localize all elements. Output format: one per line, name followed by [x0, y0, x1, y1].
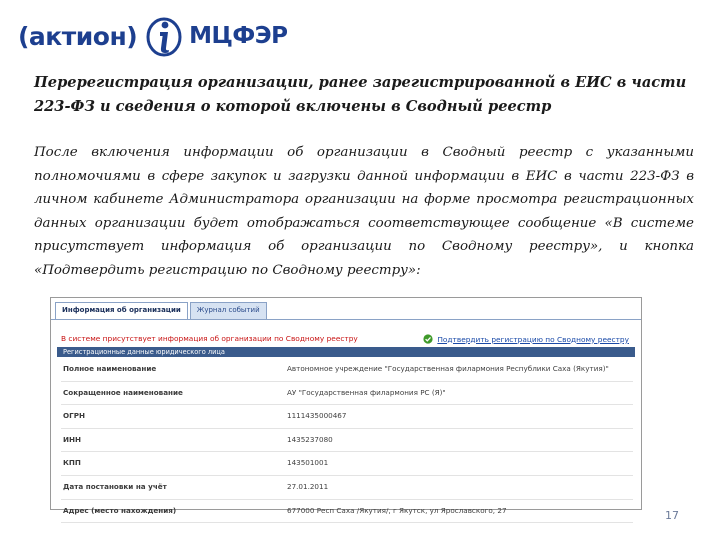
- field-label: Полное наименование: [63, 364, 157, 373]
- confirm-registration-link[interactable]: [423, 334, 629, 344]
- table-row: [61, 405, 633, 429]
- field-value: Автономное учреждение "Государственная филармония Республики Саха (Якутия)": [287, 364, 609, 373]
- registration-data-table: [61, 358, 633, 523]
- table-row: [61, 429, 633, 453]
- tab-event-log[interactable]: Журнал событий: [190, 302, 267, 319]
- table-row: [61, 382, 633, 406]
- mcfer-emblem-icon: [145, 15, 183, 57]
- field-value: 27.01.2011: [287, 481, 329, 491]
- logo-header: [18, 14, 287, 58]
- tab-divider: [51, 319, 641, 320]
- tab-bar: [55, 302, 269, 319]
- section-header: Регистрационные данные юридического лица: [57, 347, 635, 357]
- field-value: 677000 Респ Саха /Якутия/, г Якутск, ул Ярославского, 27: [287, 505, 507, 515]
- field-value: АУ "Государственная филармония РС (Я)": [287, 387, 446, 397]
- checkmark-icon: [423, 334, 433, 344]
- confirm-registration-label: Подтвердить регистрацию по Сводному реестру: [437, 334, 629, 344]
- registration-form-screenshot: [50, 297, 642, 515]
- aktion-logo: (актион): [18, 21, 138, 51]
- table-row: [61, 452, 633, 476]
- field-label: КПП: [63, 458, 81, 468]
- table-row: [61, 358, 633, 382]
- field-label: ИНН: [63, 434, 82, 444]
- tab-organization-info[interactable]: Информация об организации: [55, 302, 188, 319]
- slide-body-text: После включения информации об организации в Сводный реестр с указанными полномочиями в сфере закупок и загрузки данной информации в ЕИС в части 223-ФЗ в личном кабинете Администратора организации на форме просмотра регистрационных данных организации будет отображаться соответствующее сообщение «В системе присутствует информация об организации по Сводному реестру», и кнопка «Подтвердить регистрацию по Сводному реестру»:: [34, 145, 694, 278]
- field-label: ОГРН: [63, 411, 85, 421]
- table-row: [61, 500, 633, 524]
- field-value: 1111435000467: [287, 411, 347, 421]
- mcfer-logo: МЦФЭР: [189, 23, 288, 49]
- field-label: Адрес (место нахождения): [63, 505, 177, 515]
- page-number: 17: [665, 509, 679, 522]
- field-label: Дата постановки на учёт: [63, 481, 167, 491]
- table-row: [61, 476, 633, 500]
- registry-alert-message: В системе присутствует информация об организации по Сводному реестру: [61, 334, 358, 343]
- field-label: Сокращенное наименование: [63, 387, 183, 397]
- slide-title: Перерегистрация организации, ранее зарегистрированной в ЕИС в части 223-ФЗ и сведения о которой включены в Сводный реестр: [34, 74, 687, 115]
- field-value: 1435237080: [287, 434, 333, 444]
- field-value: 143501001: [287, 458, 329, 468]
